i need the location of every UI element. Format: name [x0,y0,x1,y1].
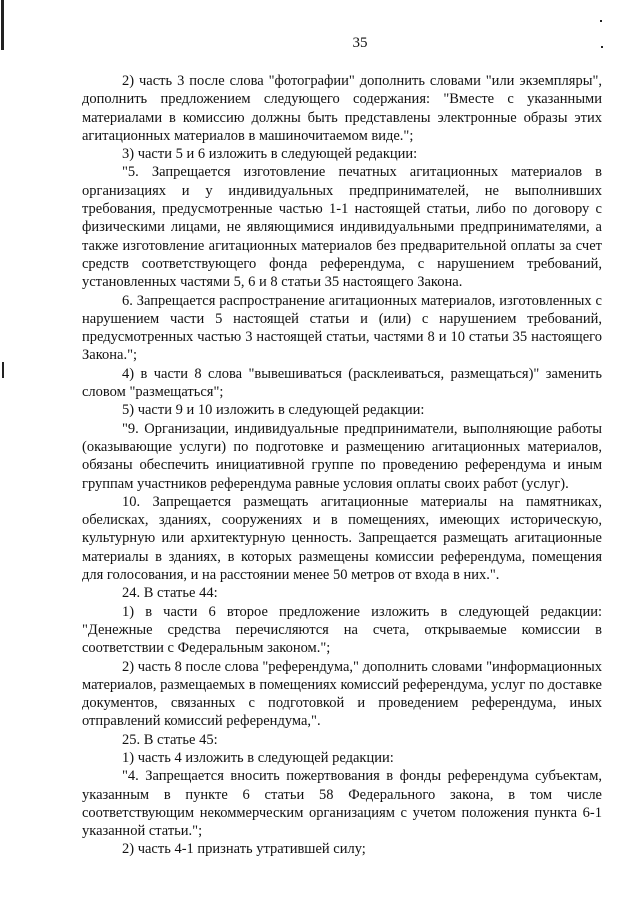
scan-edge-mark-left-tick [2,362,4,378]
paragraph-article45-heading: 25. В статье 45: [122,731,218,748]
paragraph-part3-photos: 2) часть 3 после слова "фотографии" дополнить словами "или экземпляры", дополнить предложением следующего содержания: "Вместе с указанными материалами в комиссию должны быть представлены электронные образы этих агитационных материалов в машиночитаемом виде."; [82,73,602,144]
paragraph-part8-replace: 4) в части 8 слова "вывешиваться (расклеиваться, размещаться)" заменить словом "размещаться"; [82,365,602,401]
scan-dot-top-right [600,20,602,22]
paragraph-article45-part4-1: 2) часть 4-1 признать утратившей силу; [122,841,366,858]
paragraph-item5-printing: "5. Запрещается изготовление печатных агитационных материалов в организациях и у индивидуальных предпринимателей, не выполнивших требования, предусмотренные частью 1-1 настоящей статьи, либо по договору с физическими лицами, не являющимися индивидуальными предпринимателями, а также изготовление агитационных материалов без предварительной оплаты за счет средств соответствующего фонда референдума, с нарушением требований, установленных частями 5, 6 и 8 статьи 35 настоящего Закона. [82,164,602,291]
paragraph-item9-organizations: "9. Организации, индивидуальные предприниматели, выполняющие работы (оказывающие услуги) по подготовке и размещению агитационных материалов, обязаны обеспечить инициативной группе по проведению референдума и иным группам участников референдума равные условия оплаты своих работ (услуг). [82,420,602,492]
paragraph-article44-part8: 2) часть 8 после слова "референдума," дополнить словами "информационных материалов, размещаемых в помещениях комиссий референдума, услуг по доставке документов, связанных с подготовкой и проведением референдума, иных отправлений комиссий референдума,". [82,658,602,730]
paragraph-item10-placement: 10. Запрещается размещать агитационные материалы на памятниках, обелисках, зданиях, сооружениях и в помещениях, имеющих историческую, культурную или архитектурную ценность. Запрещается размещать агитационные материалы в зданиях, в которых размещены комиссии референдума, помещения для голосования, и на расстоянии менее 50 метров от входа в них.". [82,493,602,584]
paragraph-article44-heading: 24. В статье 44: [122,585,218,602]
paragraph-parts5-6-intro: 3) части 5 и 6 изложить в следующей редакции: [122,146,418,163]
paragraph-item6-distribution: 6. Запрещается распространение агитационных материалов, изготовленных с нарушением части 5 настоящей статьи и (или) с нарушением требований, предусмотренных частью 3 настоящей статьи, частями 8 и 10 статьи 35 настоящего Закона."; [82,292,602,364]
paragraph-article45-part4-intro: 1) часть 4 изложить в следующей редакции: [122,749,394,766]
document-body [82,72,602,859]
page-number: 35 [352,35,368,51]
paragraph-parts9-10-intro: 5) части 9 и 10 изложить в следующей редакции: [122,402,425,419]
paragraph-article44-part6: 1) в части 6 второе предложение изложить в следующей редакции: "Денежные средства перечисляются на счета, открываемые комиссии в соответствии с Федеральным законом."; [82,603,602,657]
paragraph-article45-item4: "4. Запрещается вносить пожертвования в фонды референдума субъектам, указанным в пункте 6 статьи 58 Федерального закона, в том числе соответствующим некоммерческим организациям с учетом положения пункта 6-1 указанной статьи."; [82,768,602,840]
